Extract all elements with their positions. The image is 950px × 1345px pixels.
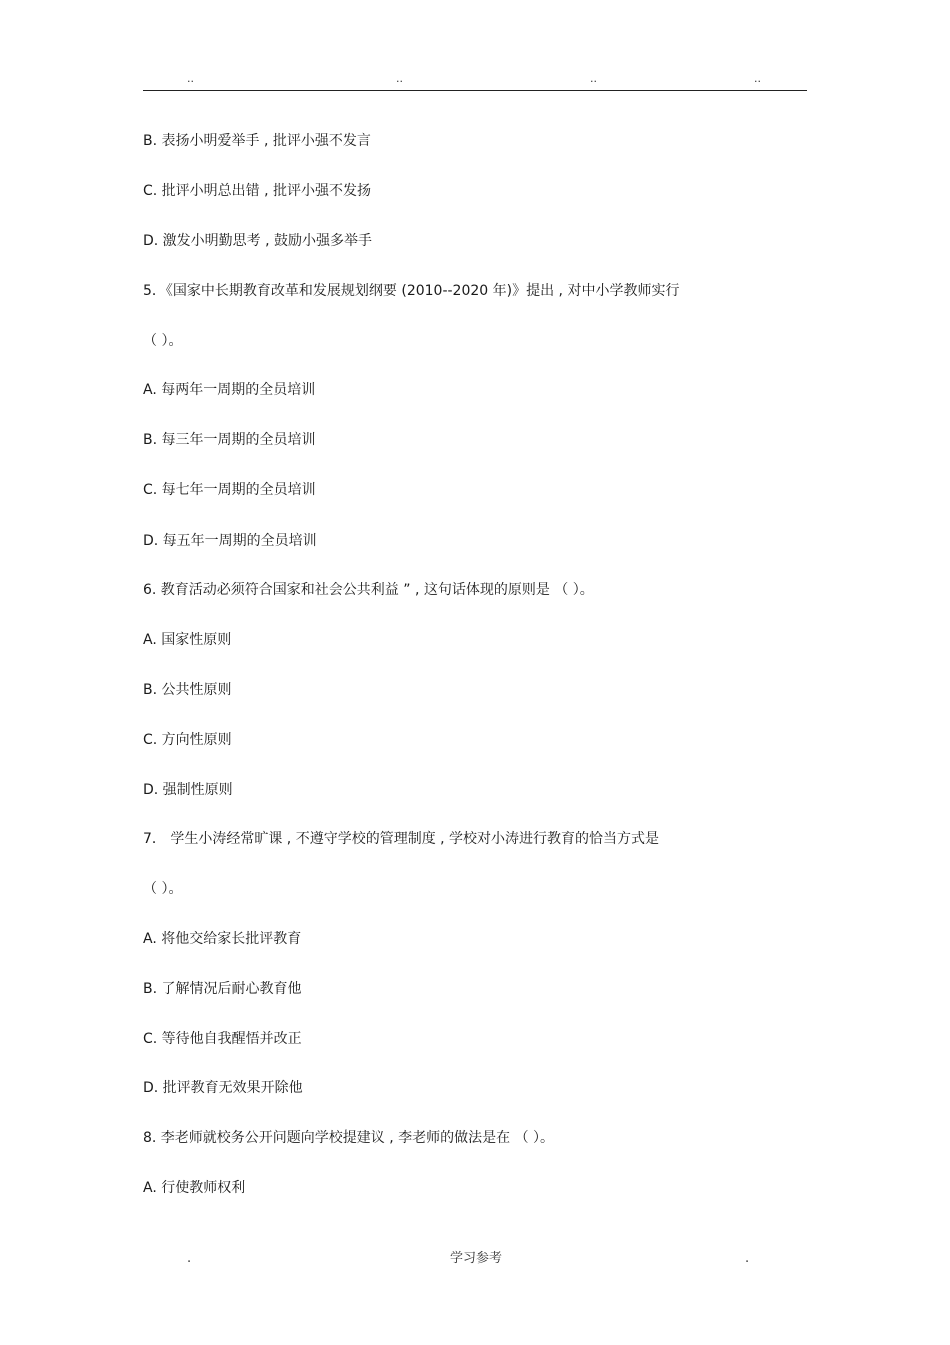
- option-line: D. 每五年一周期的全员培训: [143, 533, 317, 549]
- option-line: D. 强制性原则: [143, 782, 233, 798]
- option-line: C. 方向性原则: [143, 732, 232, 748]
- header-mark: ..: [754, 72, 761, 85]
- option-line: A. 行使教师权利: [143, 1180, 246, 1196]
- question-line: 7． 学生小涛经常旷课 , 不遵守学校的管理制度 , 学校对小涛进行教育的恰当方式是: [143, 831, 660, 847]
- option-line: B. 表扬小明爱举手 , 批评小强不发言: [143, 133, 371, 149]
- question-line: 6. 教育活动必须符合国家和社会公共利益 ” , 这句话体现的原则是 （ ）。: [143, 582, 594, 598]
- option-line: B. 每三年一周期的全员培训: [143, 432, 316, 448]
- option-line: B. 了解情况后耐心教育他: [143, 981, 302, 997]
- footer-title: 学习参考: [450, 1251, 503, 1266]
- header-mark: ..: [187, 72, 194, 85]
- option-line: D. 批评教育无效果开除他: [143, 1080, 303, 1096]
- option-line: C. 等待他自我醒悟并改正: [143, 1031, 302, 1047]
- option-line: A. 将他交给家长批评教育: [143, 931, 302, 947]
- question-line: 8. 李老师就校务公开问题向学校提建议 , 李老师的做法是在 （ ）。: [143, 1130, 555, 1146]
- option-line: A. 国家性原则: [143, 632, 232, 648]
- footer-right-mark: .: [745, 1251, 750, 1266]
- question-line: 5．《国家中长期教育改革和发展规划纲要 (2010--2020 年)》提出 , 对中小学教师实行: [143, 283, 680, 299]
- option-line: D. 激发小明勤思考 , 鼓励小强多举手: [143, 233, 373, 249]
- option-line: C. 批评小明总出错 , 批评小强不发扬: [143, 183, 372, 199]
- footer-left-mark: .: [187, 1251, 192, 1266]
- question-line: （ ）。: [143, 881, 183, 897]
- page-header: [143, 72, 807, 91]
- option-line: A. 每两年一周期的全员培训: [143, 382, 316, 398]
- page-footer: [0, 1248, 950, 1270]
- header-mark: ..: [590, 72, 597, 85]
- header-mark: ..: [396, 72, 403, 85]
- question-line: （ ）。: [143, 333, 183, 349]
- option-line: C. 每七年一周期的全员培训: [143, 482, 316, 498]
- option-line: B. 公共性原则: [143, 682, 232, 698]
